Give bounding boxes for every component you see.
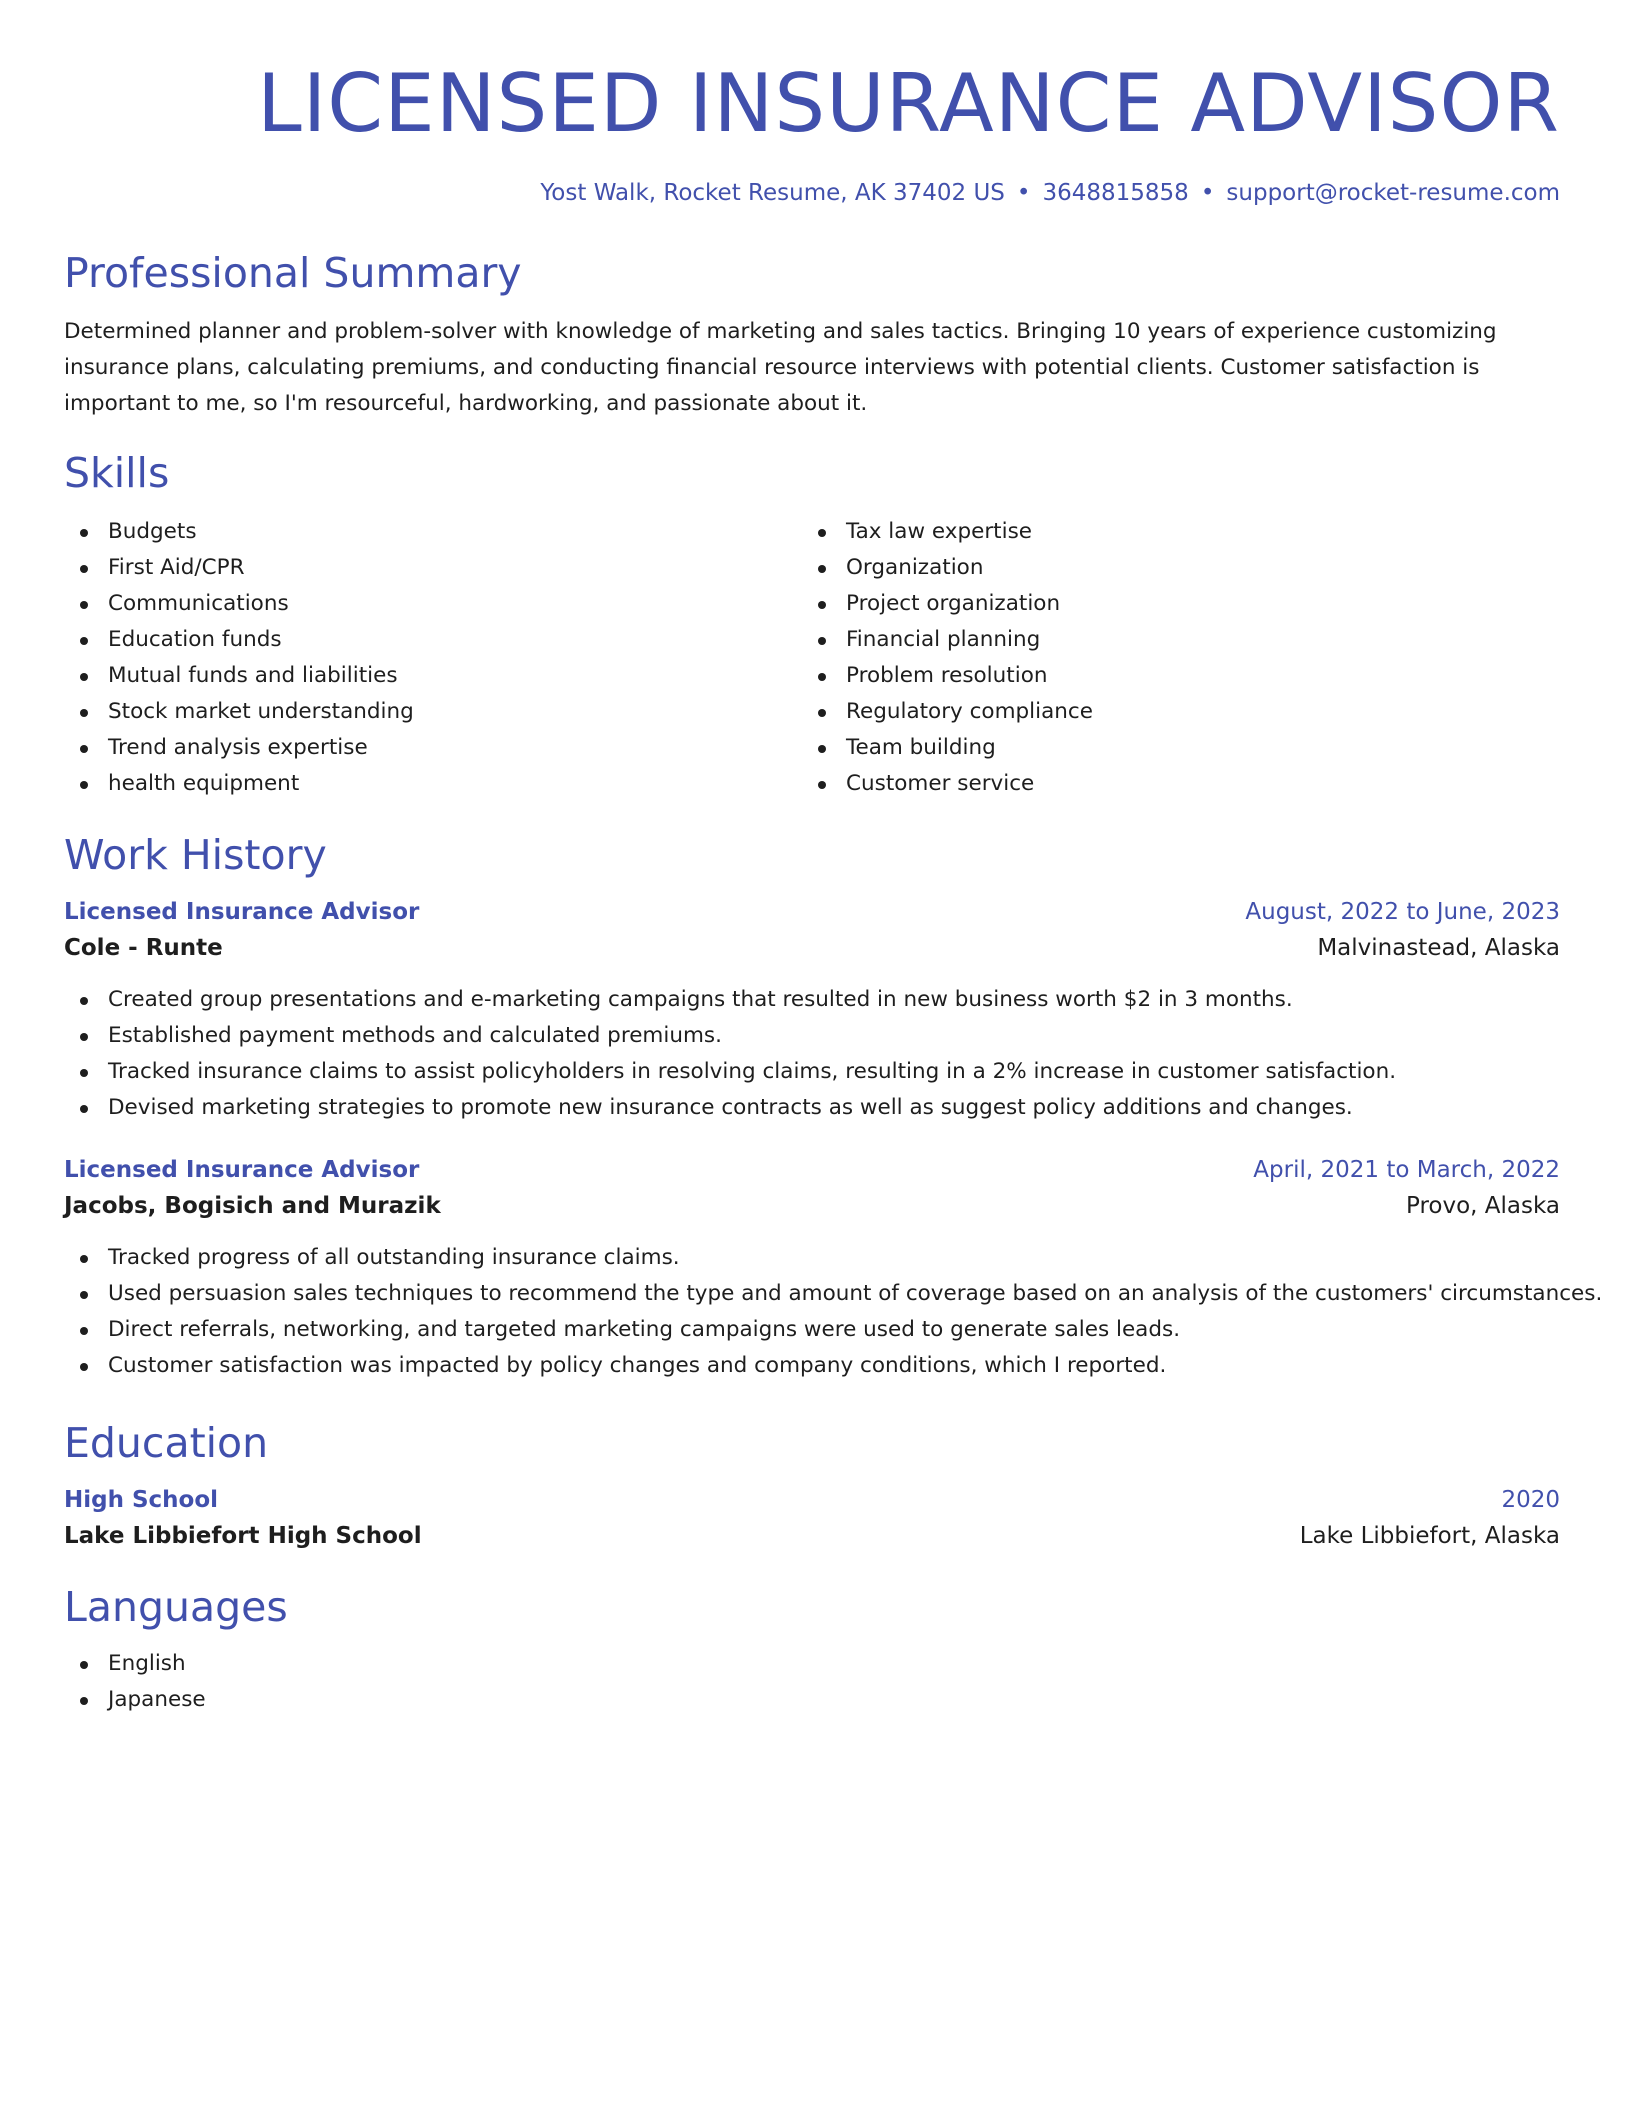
skill-item: Financial planning [802, 622, 1540, 658]
job-bullet: Devised marketing strategies to promote new insurance contracts as well as suggest policy additions and changes. [64, 1090, 1560, 1126]
section-title-summary: Professional Summary [64, 249, 522, 297]
job-location: Malvinastead, Alaska [1317, 935, 1560, 961]
skill-item: Trend analysis expertise [64, 730, 802, 766]
skill-item: Organization [802, 550, 1540, 586]
job-bullet: Direct referrals, networking, and targeted marketing campaigns were used to generate sales leads. [64, 1312, 1560, 1348]
skill-item: Tax law expertise [802, 514, 1540, 550]
contact-line [64, 178, 1560, 208]
education-header [64, 1482, 1560, 1518]
skill-item: Communications [64, 586, 802, 622]
job-entry [64, 894, 1560, 1126]
job-company-row [64, 930, 1560, 966]
job-bullet: Established payment methods and calculated premiums. [64, 1018, 1560, 1054]
education-entry [64, 1482, 1560, 1554]
resume-name-title: LICENSED INSURANCE ADVISOR [257, 57, 1560, 150]
job-header [64, 894, 1560, 930]
section-title-work-history: Work History [64, 831, 327, 879]
skill-item: Project organization [802, 586, 1540, 622]
skills-column-right [802, 514, 1540, 802]
section-title-skills: Skills [64, 449, 170, 497]
education-degree: High School [64, 1487, 219, 1513]
education-school: Lake Libbiefort High School [64, 1523, 422, 1549]
job-bullets [64, 982, 1560, 1126]
language-item: Japanese [64, 1682, 1560, 1718]
language-item: English [64, 1646, 1560, 1682]
job-bullets [64, 1240, 1603, 1384]
job-company: Cole - Runte [64, 935, 223, 961]
contact-separator: • [1200, 180, 1215, 206]
skill-item: Team building [802, 730, 1540, 766]
skill-item: First Aid/CPR [64, 550, 802, 586]
section-title-languages: Languages [64, 1583, 288, 1631]
job-role: Licensed Insurance Advisor [64, 1157, 420, 1183]
job-entry [64, 1152, 1603, 1384]
contact-phone: 3648815858 [1042, 180, 1189, 206]
skill-item: Education funds [64, 622, 802, 658]
education-location: Lake Libbiefort, Alaska [1299, 1523, 1560, 1549]
skill-item: Stock market understanding [64, 694, 802, 730]
resume-page [64, 0, 1603, 1718]
skills-grid [64, 514, 1560, 802]
skill-item: Problem resolution [802, 658, 1540, 694]
contact-separator: • [1016, 180, 1031, 206]
section-title-education: Education [64, 1419, 269, 1467]
job-bullet: Created group presentations and e-marketing campaigns that resulted in new business worth $2 in 3 months. [64, 982, 1560, 1018]
job-bullet: Tracked progress of all outstanding insurance claims. [64, 1240, 1560, 1276]
contact-email: support@rocket-resume.com [1226, 180, 1560, 206]
job-bullet: Customer satisfaction was impacted by policy changes and company conditions, which I reported. [64, 1348, 1560, 1384]
summary-paragraph: Determined planner and problem-solver with knowledge of marketing and sales tactics. Bringing 10 years of experience customizing insurance plans, calculating premiums, and conducting financial resource interviews with potential clients. Customer satisfaction is important to me, so I'm resourceful, hardworking, and passionate about it. [64, 319, 1497, 416]
education-year: 2020 [1501, 1487, 1560, 1513]
job-dates: August, 2022 to June, 2023 [1245, 899, 1560, 925]
contact-address: Yost Walk, Rocket Resume, AK 37402 US [540, 180, 1005, 206]
skill-item: Mutual funds and liabilities [64, 658, 802, 694]
skill-item: health equipment [64, 766, 802, 802]
skill-item: Customer service [802, 766, 1540, 802]
job-role: Licensed Insurance Advisor [64, 899, 420, 925]
job-company: Jacobs, Bogisich and Murazik [64, 1193, 441, 1219]
job-header [64, 1152, 1560, 1188]
job-bullet: Tracked insurance claims to assist policyholders in resolving claims, resulting in a 2% increase in customer satisfaction. [64, 1054, 1560, 1090]
skill-item: Regulatory compliance [802, 694, 1540, 730]
job-bullet: Used persuasion sales techniques to recommend the type and amount of coverage based on an analysis of the customers' circumstances. [64, 1276, 1560, 1312]
job-location: Provo, Alaska [1405, 1193, 1560, 1219]
languages-list [64, 1646, 1560, 1718]
education-school-row [64, 1518, 1560, 1554]
job-company-row [64, 1188, 1560, 1224]
skill-item: Budgets [64, 514, 802, 550]
job-dates: April, 2021 to March, 2022 [1253, 1157, 1560, 1183]
skills-column-left [64, 514, 802, 802]
